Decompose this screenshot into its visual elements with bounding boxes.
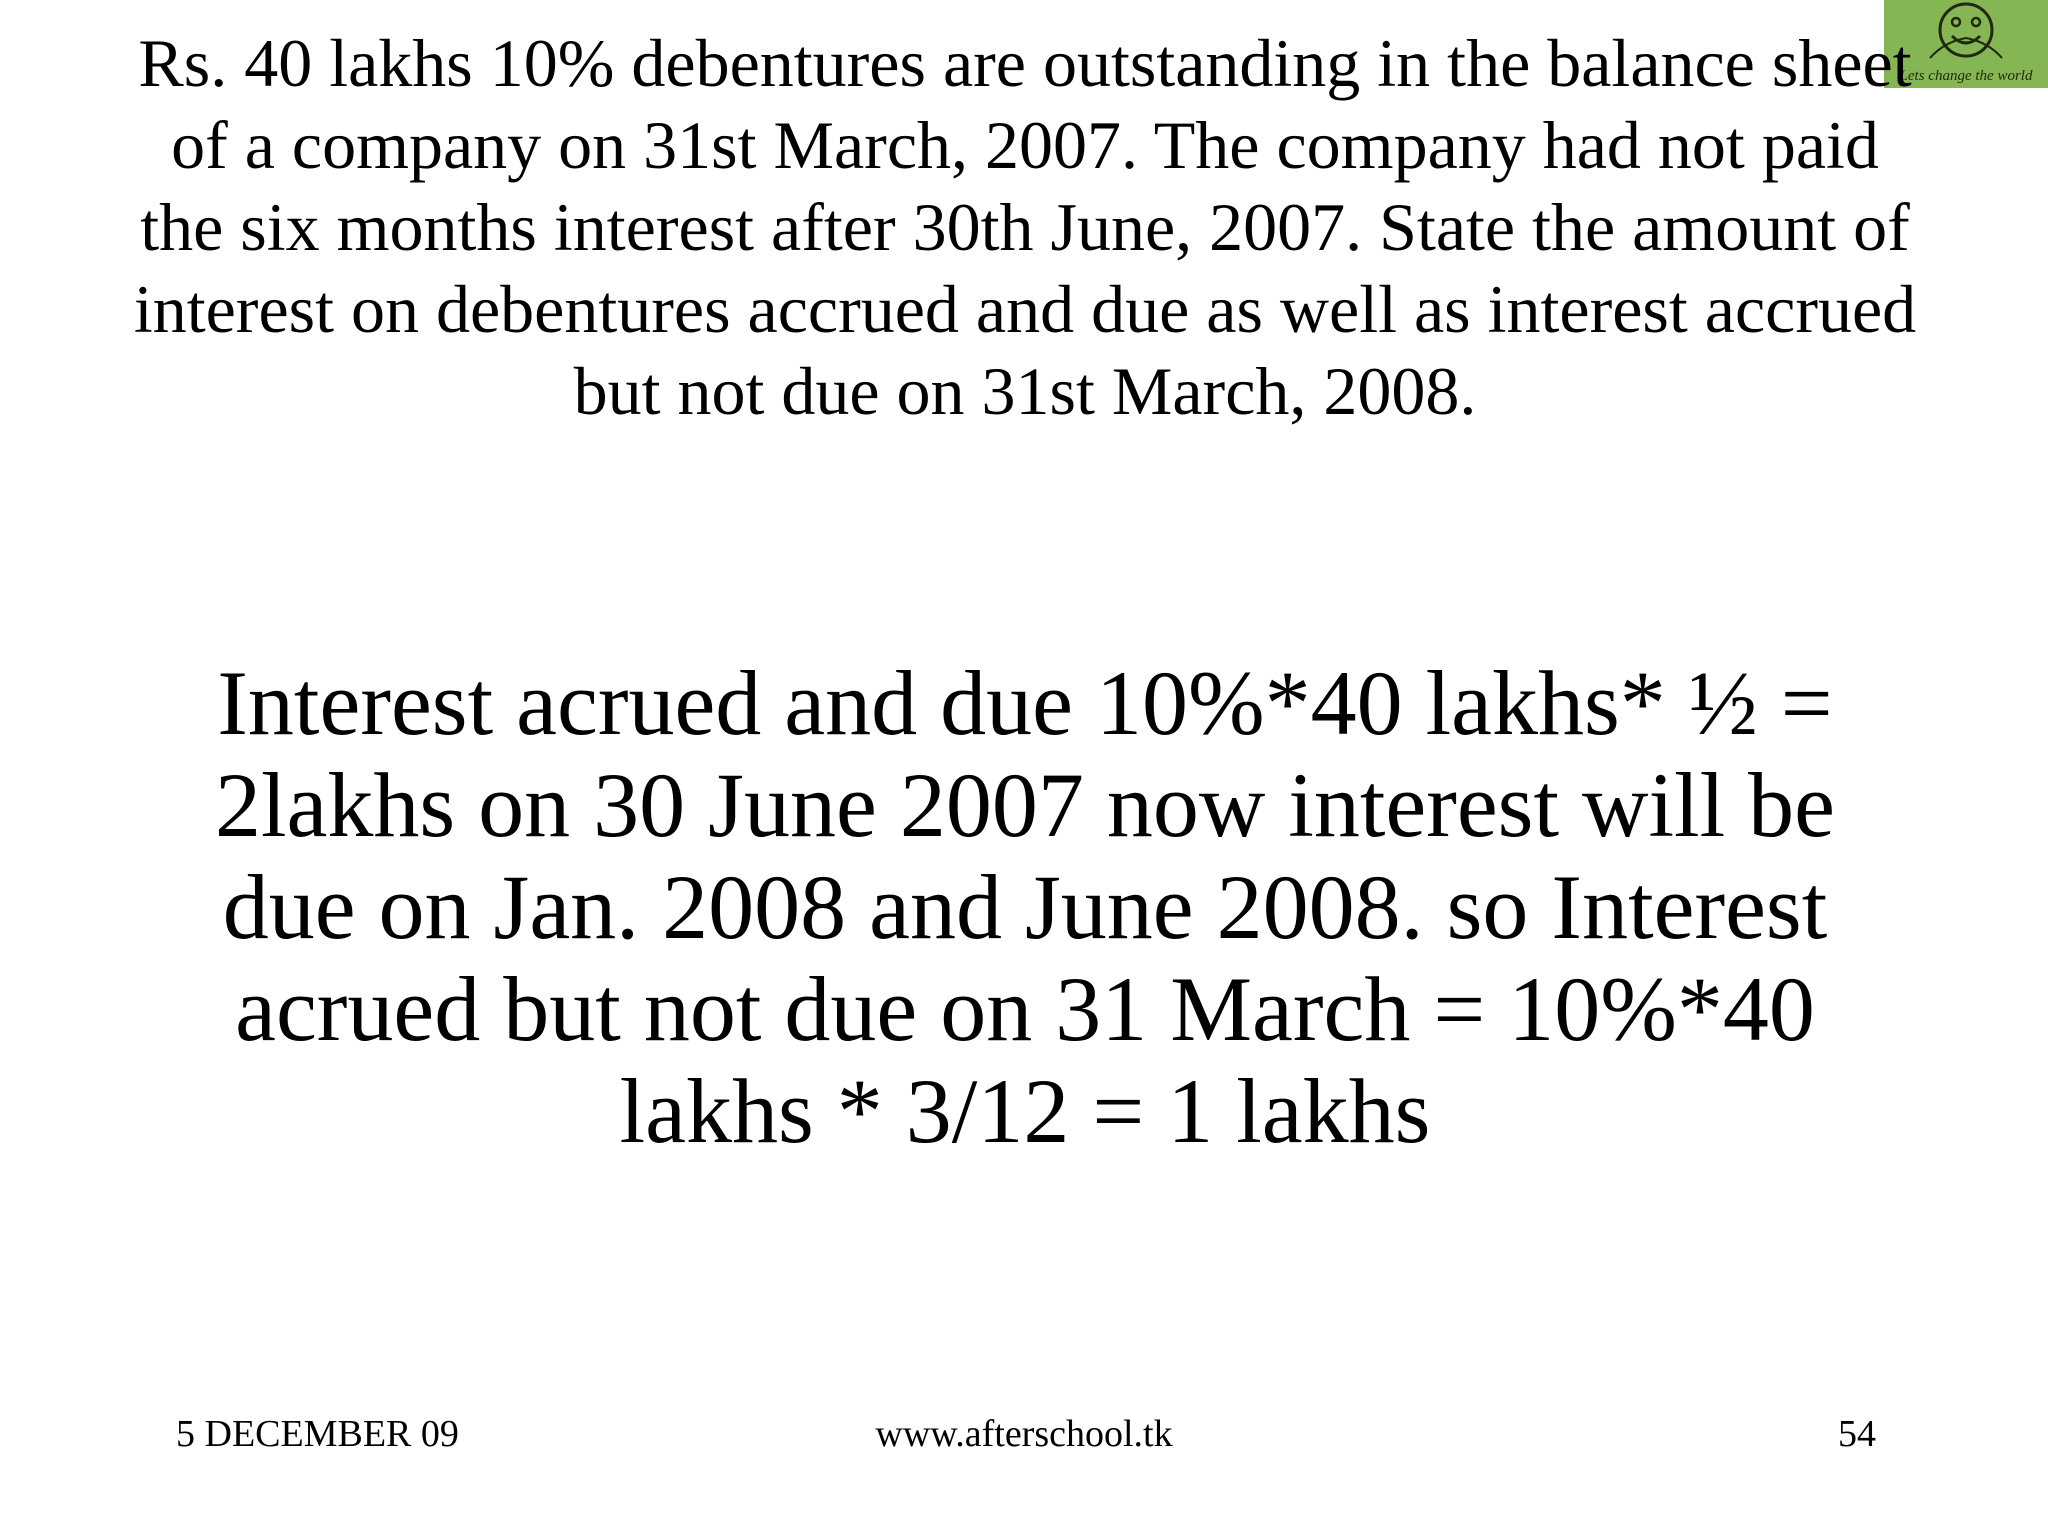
footer-date: 5 DECEMBER 09 — [176, 1413, 459, 1455]
page-number: 54 — [1838, 1413, 1876, 1455]
question-text: Rs. 40 lakhs 10% debentures are outstanding in the balance sheet of a company on 31st March, 2007. The company had not paid the six months interest after 30th June, 2007. State the amount of interest on debentures accrued and due as well as interest accrued but not due on 31st March, 2008. — [133, 25, 1917, 429]
answer-text: Interest acrued and due 10%*40 lakhs* ½ = 2lakhs on 30 June 2007 now interest will be due on Jan. 2008 and June 2008. so Interest acrued but not due on 31 March = 10%*40 lakhs * 3/12 = 1 lakhs — [214, 652, 1836, 1162]
logo-caption: Lets change the world — [1899, 68, 2033, 84]
footer-url: www.afterschool.tk — [875, 1413, 1173, 1455]
